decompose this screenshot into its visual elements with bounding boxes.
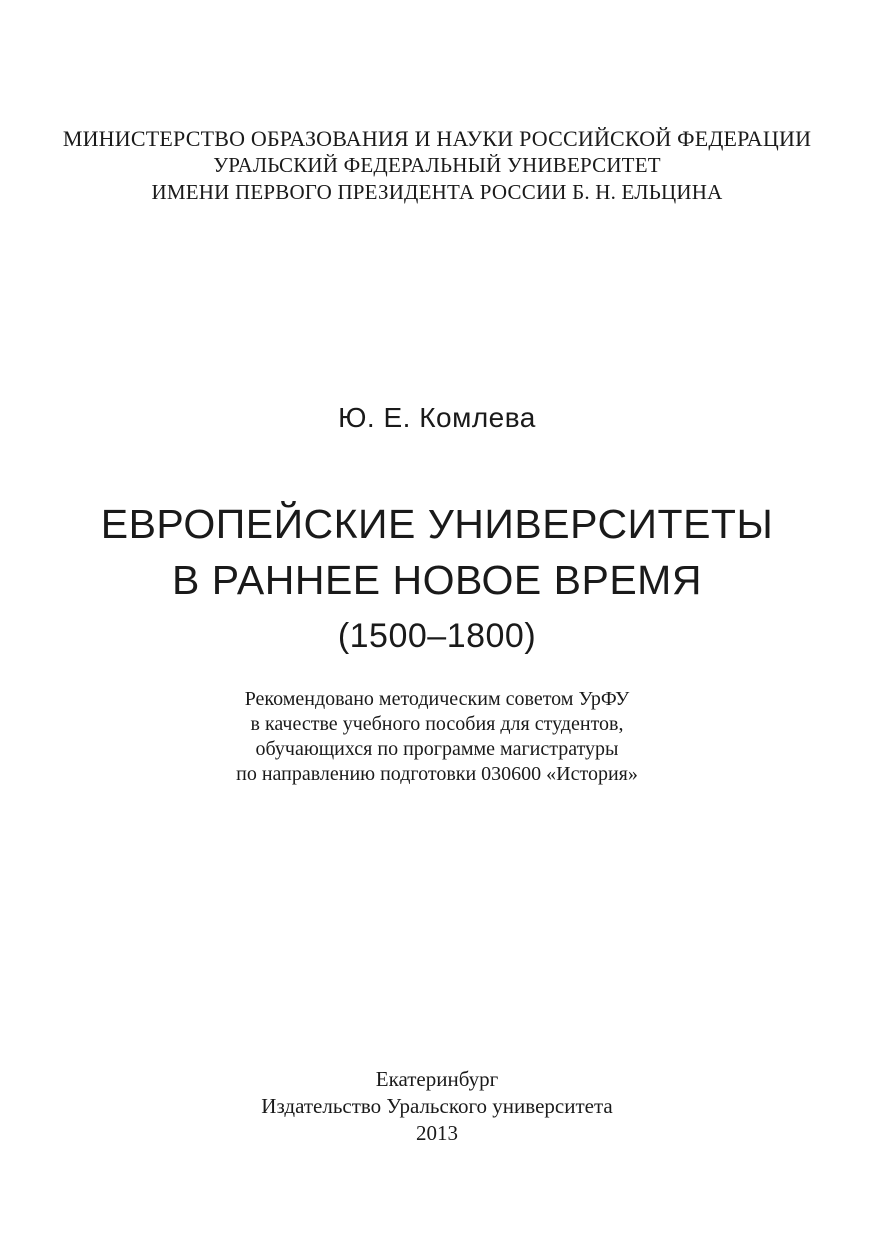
recommendation-line-2: в качестве учебного пособия для студентов, — [250, 713, 624, 735]
title-years: (1500–1800) — [337, 617, 537, 655]
recommendation-note — [0, 687, 874, 787]
recommendation-line-3: обучающихся по программе магистратуры — [255, 738, 619, 760]
title-line-2: В РАННЕЕ НОВОЕ ВРЕМЯ — [172, 557, 702, 603]
author-block — [0, 398, 874, 438]
author-name: Ю. Е. Комлева — [338, 402, 536, 433]
recommendation-line-4: по направлению подготовки 030600 «История» — [236, 763, 638, 785]
imprint-year: 2013 — [416, 1121, 458, 1145]
imprint-city: Екатеринбург — [375, 1067, 499, 1091]
recommendation-line-1: Рекомендовано методическим советом УрФУ — [244, 688, 630, 710]
imprint-publisher: Издательство Уральского университета — [261, 1094, 613, 1118]
imprint — [0, 1066, 874, 1147]
university-full-name: ИМЕНИ ПЕРВОГО ПРЕЗИДЕНТА РОССИИ Б. Н. ЕЛЬЦИНА — [151, 180, 723, 204]
university-name: УРАЛЬСКИЙ ФЕДЕРАЛЬНЫЙ УНИВЕРСИТЕТ — [213, 153, 661, 177]
institution-header — [0, 125, 874, 206]
ministry-name: МИНИСТЕРСТВО ОБРАЗОВАНИЯ И НАУКИ РОССИЙСКОЙ ФЕДЕРАЦИИ — [62, 126, 812, 151]
book-title — [0, 496, 874, 662]
title-line-1: ЕВРОПЕЙСКИЕ УНИВЕРСИТЕТЫ — [100, 501, 774, 547]
